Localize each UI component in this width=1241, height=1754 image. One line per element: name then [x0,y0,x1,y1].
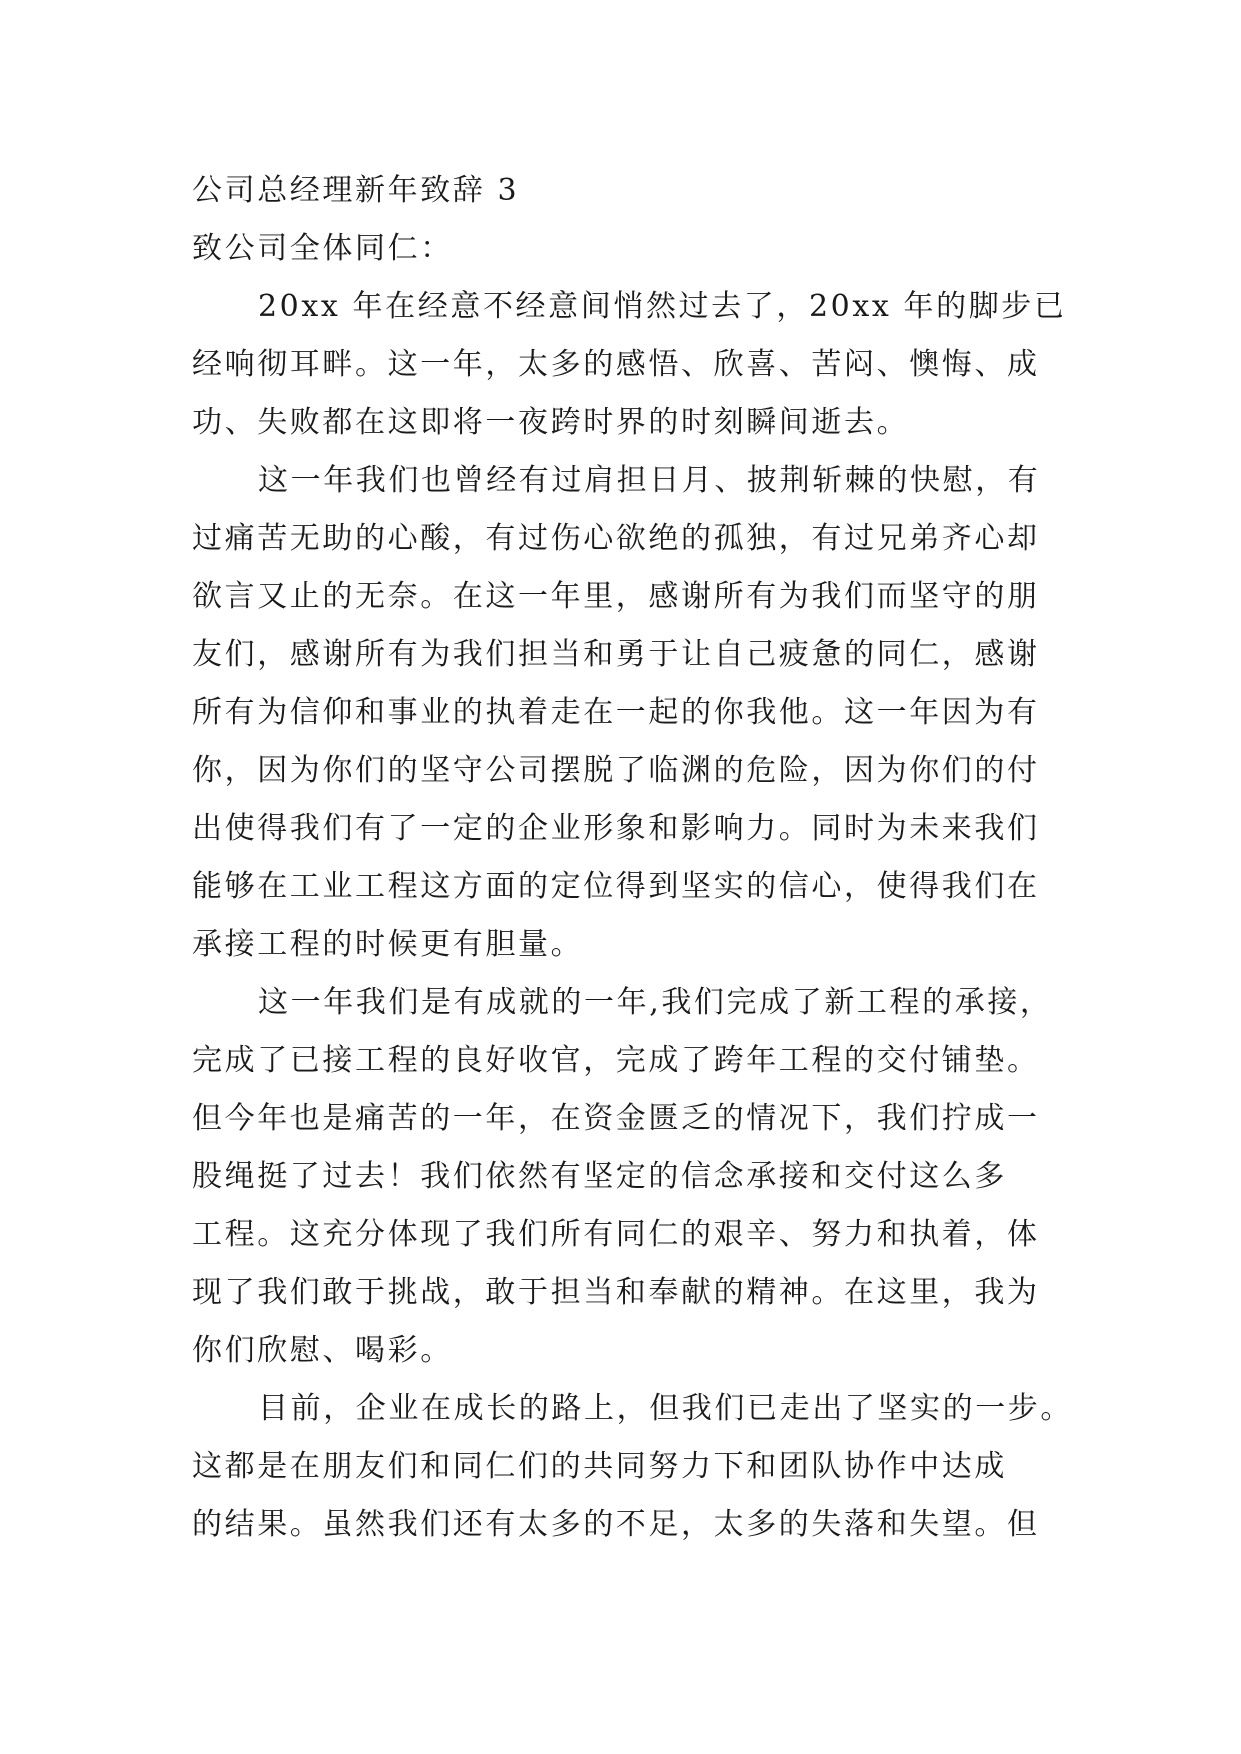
paragraph-4 [192,1380,1073,1554]
paragraph-line: 这一年我们也曾经有过肩担日月、披荆斩棘的快慰，有 [258,463,1041,498]
paragraph-line: 能够在工业工程这方面的定位得到坚实的信心，使得我们在 [192,869,1040,904]
paragraph-line: 20xx 年在经意不经意间悄然过去了，20xx 年的脚步已 [258,289,1067,324]
paragraph-line: 出使得我们有了一定的企业形象和影响力。同时为未来我们 [192,811,1040,846]
paragraph-2 [192,452,1052,974]
paragraph-line: 股绳挺了过去！我们依然有坚定的信念承接和交付这么多 [192,1159,1007,1194]
paragraph-line: 现了我们敢于挑战，敢于担当和奉献的精神。在这里，我为 [192,1275,1040,1310]
paragraph-line: 所有为信仰和事业的执着走在一起的你我他。这一年因为有 [192,695,1040,730]
paragraph-line: 承接工程的时候更有胆量。 [192,927,584,962]
paragraph-line: 目前，企业在成长的路上，但我们已走出了坚实的一步。 [258,1391,1073,1426]
paragraph-line: 功、失败都在这即将一夜跨时界的时刻瞬间逝去。 [192,405,910,440]
paragraph-line: 过痛苦无助的心酸，有过伤心欲绝的孤独，有过兄弟齐心却 [192,521,1040,556]
paragraph-line: 你，因为你们的坚守公司摆脱了临渊的危险，因为你们的付 [192,753,1040,788]
paragraph-3 [192,974,1052,1380]
paragraph-line: 欲言又止的无奈。在这一年里，感谢所有为我们而坚守的朋 [192,579,1040,614]
paragraph-line: 经响彻耳畔。这一年，太多的感悟、欣喜、苦闷、懊悔、成 [192,347,1040,382]
paragraph-line: 完成了已接工程的良好收官，完成了跨年工程的交付铺垫。 [192,1043,1040,1078]
paragraph-line: 友们，感谢所有为我们担当和勇于让自己疲惫的同仁，感谢 [192,637,1040,672]
paragraph-line: 但今年也是痛苦的一年，在资金匮乏的情况下，我们拧成一 [192,1101,1040,1136]
paragraph-line: 你们欣慰、喝彩。 [192,1333,453,1368]
salutation: 致公司全体同仁： [192,231,453,266]
paragraph-line: 的结果。虽然我们还有太多的不足，太多的失落和失望。但 [192,1507,1040,1542]
document-title: 公司总经理新年致辞 3 [192,173,520,208]
paragraph-line: 这一年我们是有成就的一年,我们完成了新工程的承接， [258,985,1053,1020]
paragraph-line: 这都是在朋友们和同仁们的共同努力下和团队协作中达成 [192,1449,1007,1484]
paragraph-line: 工程。这充分体现了我们所有同仁的艰辛、努力和执着，体 [192,1217,1040,1252]
document-body [192,162,1073,1554]
paragraph-1 [192,278,1067,452]
